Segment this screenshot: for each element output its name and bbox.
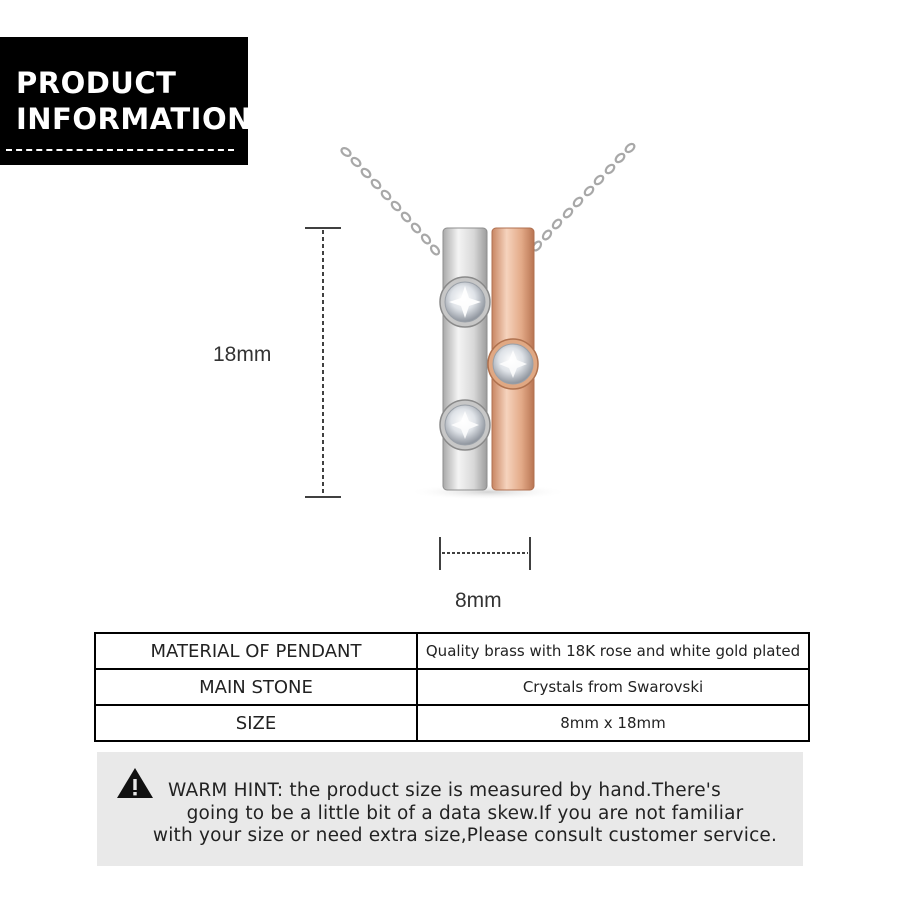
width-label: 8mm (455, 589, 502, 612)
table-row (95, 705, 809, 741)
table-row (95, 633, 809, 669)
warm-hint-title: WARM HINT (168, 780, 277, 801)
height-label: 18mm (213, 343, 272, 366)
warm-hint-line-2: going to be a little bit of a data skew.If you are not familiar (186, 802, 744, 824)
spec-label: MAIN STONE (95, 669, 417, 705)
table-row (95, 669, 809, 705)
spec-value: 8mm x 18mm (417, 705, 809, 741)
spec-label: SIZE (95, 705, 417, 741)
spec-value: Quality brass with 18K rose and white gold plated (417, 633, 809, 669)
badge-title-line-1: PRODUCT (16, 66, 177, 100)
spec-label: MATERIAL OF PENDANT (95, 633, 417, 669)
warm-hint-line-1: WARM HINT: the product size is measured by hand.There's (168, 780, 721, 801)
crystal-stone-middle (488, 339, 538, 389)
crystal-stone-bottom (440, 400, 490, 450)
badge-title-line-2: INFORMATION (16, 102, 252, 136)
warm-hint-line-3: with your size or need extra size,Please consult customer service. (152, 825, 778, 846)
warm-hint-box (97, 752, 803, 866)
spec-table (94, 632, 810, 742)
spec-value: Crystals from Swarovski (417, 669, 809, 705)
width-dimension-marker (440, 537, 530, 570)
warm-hint-text (135, 780, 795, 848)
height-dimension-marker (305, 228, 341, 497)
crystal-stone-top (440, 277, 490, 327)
chain-left (340, 147, 441, 256)
chain-right (531, 142, 635, 252)
